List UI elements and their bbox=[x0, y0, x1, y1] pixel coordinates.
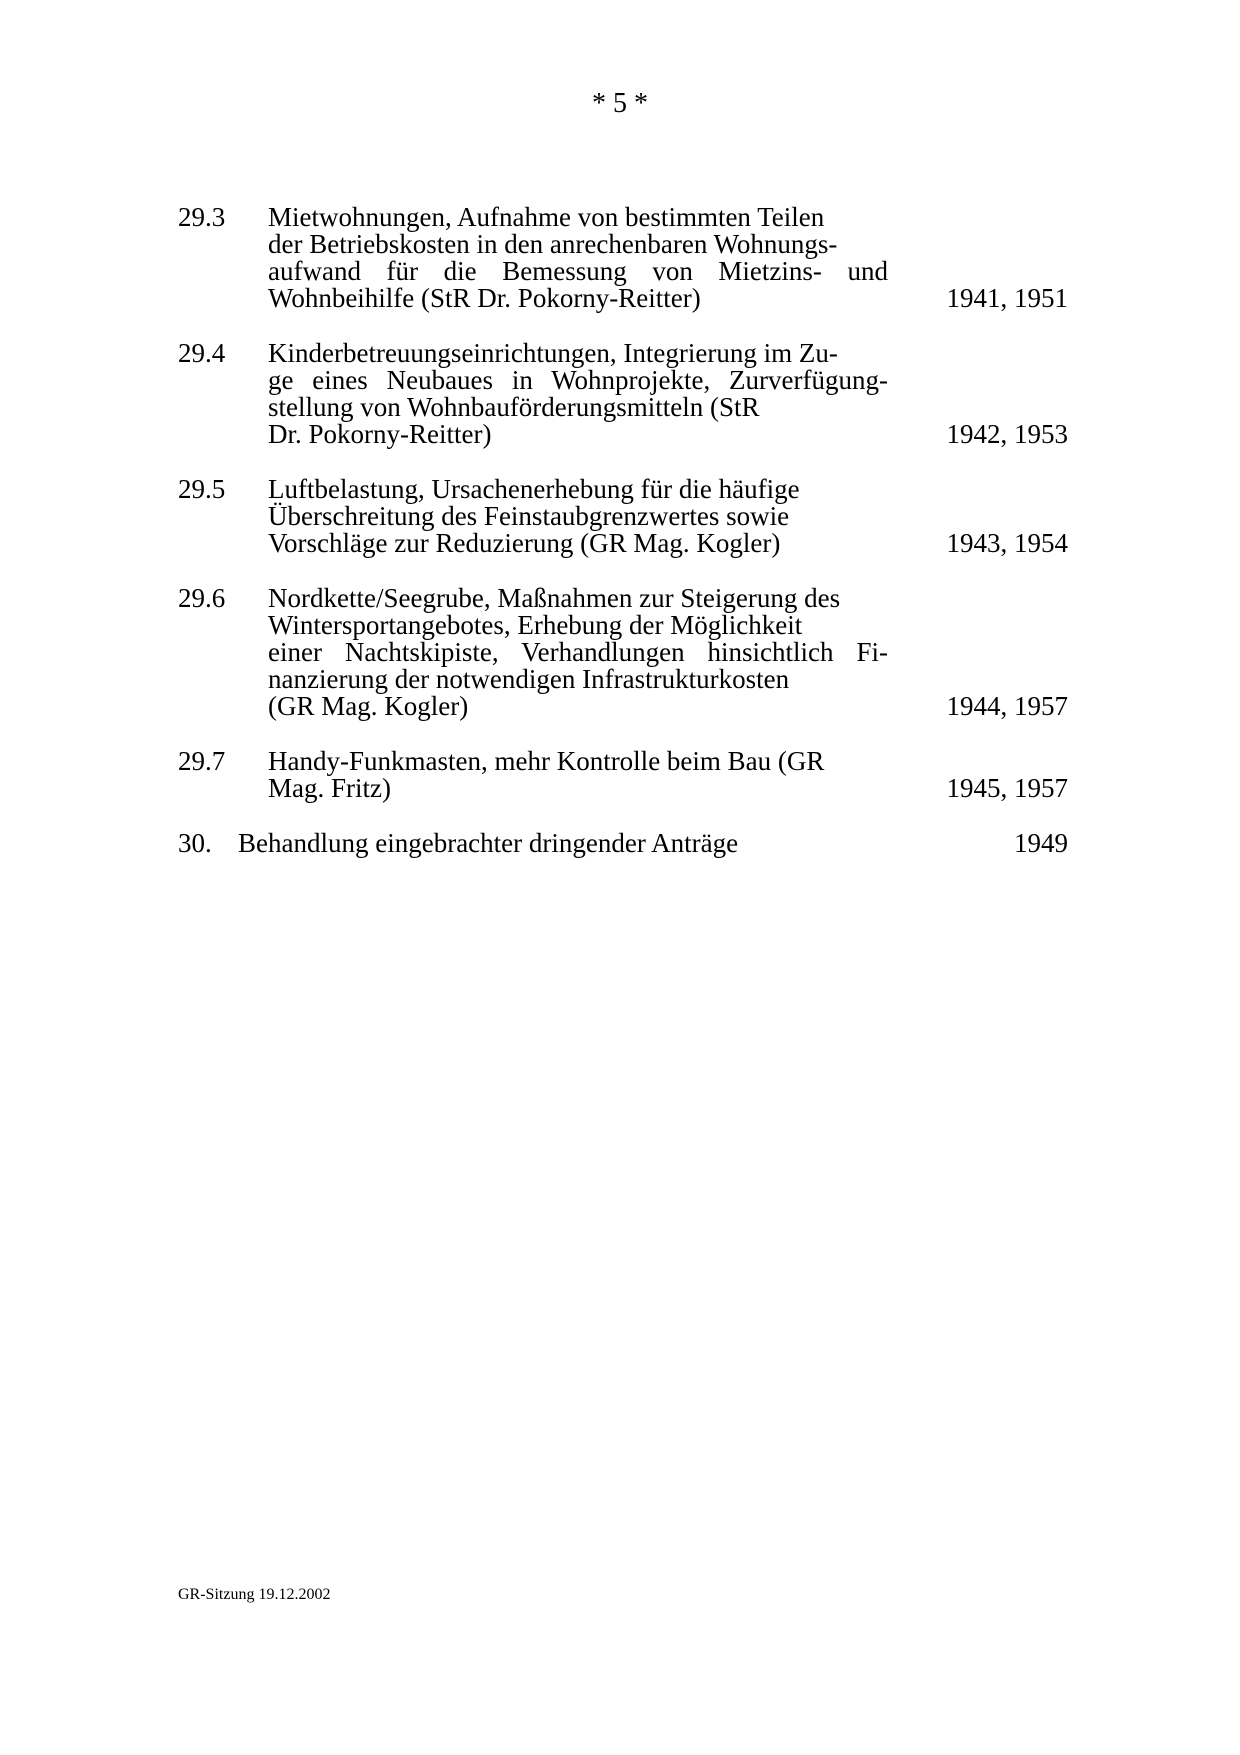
item-description bbox=[268, 585, 888, 720]
item-line: Dr. Pokorny-Reitter) bbox=[268, 419, 492, 449]
item-page-refs: 1949 bbox=[1014, 828, 1068, 858]
item-line: (GR Mag. Kogler) bbox=[268, 691, 469, 721]
item-page-refs: 1941, 1951 bbox=[946, 283, 1068, 313]
item-page-refs: 1943, 1954 bbox=[946, 528, 1068, 558]
item-number: 29.5 bbox=[178, 474, 226, 504]
item-description bbox=[268, 748, 888, 802]
item-number: 30. bbox=[178, 828, 212, 858]
item-line: Handy-Funkmasten, mehr Kontrolle beim Bau (GR bbox=[268, 746, 825, 776]
item-line: Mietwohnungen, Aufnahme von bestimmten Teilen bbox=[268, 202, 825, 232]
item-line: der Betriebskosten in den anrechenbaren Wohnungs- bbox=[268, 229, 838, 259]
item-line: Vorschläge zur Reduzierung (GR Mag. Kogler) bbox=[268, 528, 781, 558]
item-page-refs: 1942, 1953 bbox=[946, 419, 1068, 449]
item-page-refs: 1945, 1957 bbox=[946, 773, 1068, 803]
footer-session-date: GR-Sitzung 19.12.2002 bbox=[178, 1586, 331, 1603]
item-line: Nordkette/Seegrube, Maßnahmen zur Steigerung des bbox=[268, 583, 841, 613]
agenda-item-30 bbox=[178, 830, 1068, 857]
item-line: Wohnbeihilfe (StR Dr. Pokorny-Reitter) bbox=[268, 283, 701, 313]
item-description bbox=[268, 476, 888, 557]
item-line: einer Nachtskipiste, Verhandlungen hinsichtlich Fi- bbox=[268, 637, 888, 667]
item-line: Überschreitung des Feinstaubgrenzwertes sowie bbox=[268, 501, 790, 531]
agenda-item-29-6 bbox=[178, 585, 1068, 720]
item-description bbox=[268, 204, 888, 312]
agenda-item-29-7 bbox=[178, 748, 1068, 802]
page-number: * 5 * bbox=[592, 88, 648, 119]
item-line: ge eines Neubaues in Wohnprojekte, Zurverfügung- bbox=[268, 365, 888, 395]
item-number: 29.7 bbox=[178, 746, 226, 776]
agenda-item-29-3 bbox=[178, 204, 1068, 312]
item-description bbox=[238, 830, 938, 857]
agenda-item-29-4 bbox=[178, 340, 1068, 448]
item-line: Behandlung eingebrachter dringender Anträge bbox=[238, 828, 739, 858]
item-line: stellung von Wohnbauförderungsmitteln (StR bbox=[268, 392, 760, 422]
item-number: 29.3 bbox=[178, 202, 226, 232]
agenda-item-29-5 bbox=[178, 476, 1068, 557]
item-line: aufwand für die Bemessung von Mietzins- und bbox=[268, 256, 888, 286]
item-number: 29.4 bbox=[178, 338, 226, 368]
item-line: Kinderbetreuungseinrichtungen, Integrierung im Zu- bbox=[268, 338, 838, 368]
item-line: nanzierung der notwendigen Infrastrukturkosten bbox=[268, 664, 790, 694]
item-description bbox=[268, 340, 888, 448]
item-number: 29.6 bbox=[178, 583, 226, 613]
item-page-refs: 1944, 1957 bbox=[946, 691, 1068, 721]
item-line: Mag. Fritz) bbox=[268, 773, 391, 803]
item-line: Wintersportangebotes, Erhebung der Möglichkeit bbox=[268, 610, 803, 640]
item-line: Luftbelastung, Ursachenerhebung für die häufige bbox=[268, 474, 800, 504]
agenda-list bbox=[178, 204, 1068, 857]
